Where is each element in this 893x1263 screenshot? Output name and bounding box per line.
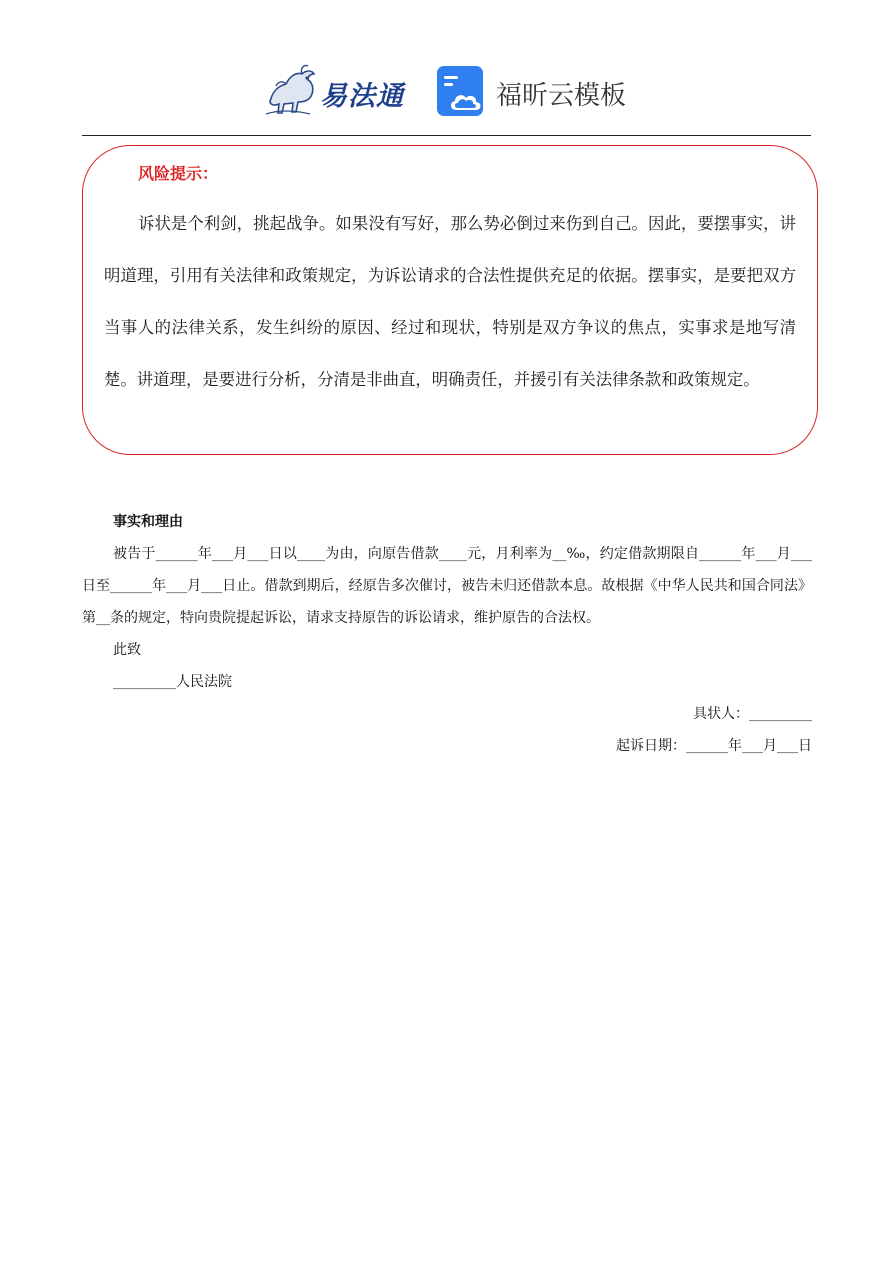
- court-name-line: _________人民法院: [113, 674, 232, 690]
- header-divider: [82, 135, 811, 136]
- closing-salutation: 此致: [113, 642, 141, 658]
- facts-paragraph: 被告于______年___月___日以____为由，向原告借款____元，月利率为__‰，约定借款期限自______年___月___日至______年___月___日止。借款到期后，经原告多次催讨，被告未归还借款本息。故根据《中华人民共和国合同法》第__条的规定，特向贵院提起诉讼，请求支持原告的诉讼请求，维护原告的合法权。: [82, 546, 812, 626]
- risk-warning-text: 诉状是个利剑，挑起战争。如果没有写好，那么势必倒过来伤到自己。因此，要摆事实，讲明道理，引用有关法律和政策规定，为诉讼请求的合法性提供充足的依据。摆事实，是要把双方当事人的法律关系，发生纠纷的原因、经过和现状，特别是双方争议的焦点，实事求是地写清楚。讲道理，是要进行分析，分清是非曲直，明确责任，并援引有关法律条款和政策规定。: [104, 214, 796, 389]
- page-header: [0, 58, 893, 124]
- risk-warning-title: 风险提示：: [138, 164, 219, 183]
- yifatong-logo-text: 易法通: [320, 81, 404, 112]
- fuxin-logo: [436, 64, 636, 118]
- yifatong-logo: [262, 62, 412, 118]
- cloud-doc-icon: [436, 64, 488, 118]
- signer-line: 具状人：_________: [693, 706, 812, 722]
- qilin-icon: [262, 62, 324, 118]
- fuxin-logo-text: 福昕云模板: [496, 81, 627, 111]
- section-heading-facts-reasons: 事实和理由: [113, 514, 183, 530]
- filing-date-line: 起诉日期：______年___月___日: [616, 738, 812, 754]
- complaint-document: [82, 508, 812, 762]
